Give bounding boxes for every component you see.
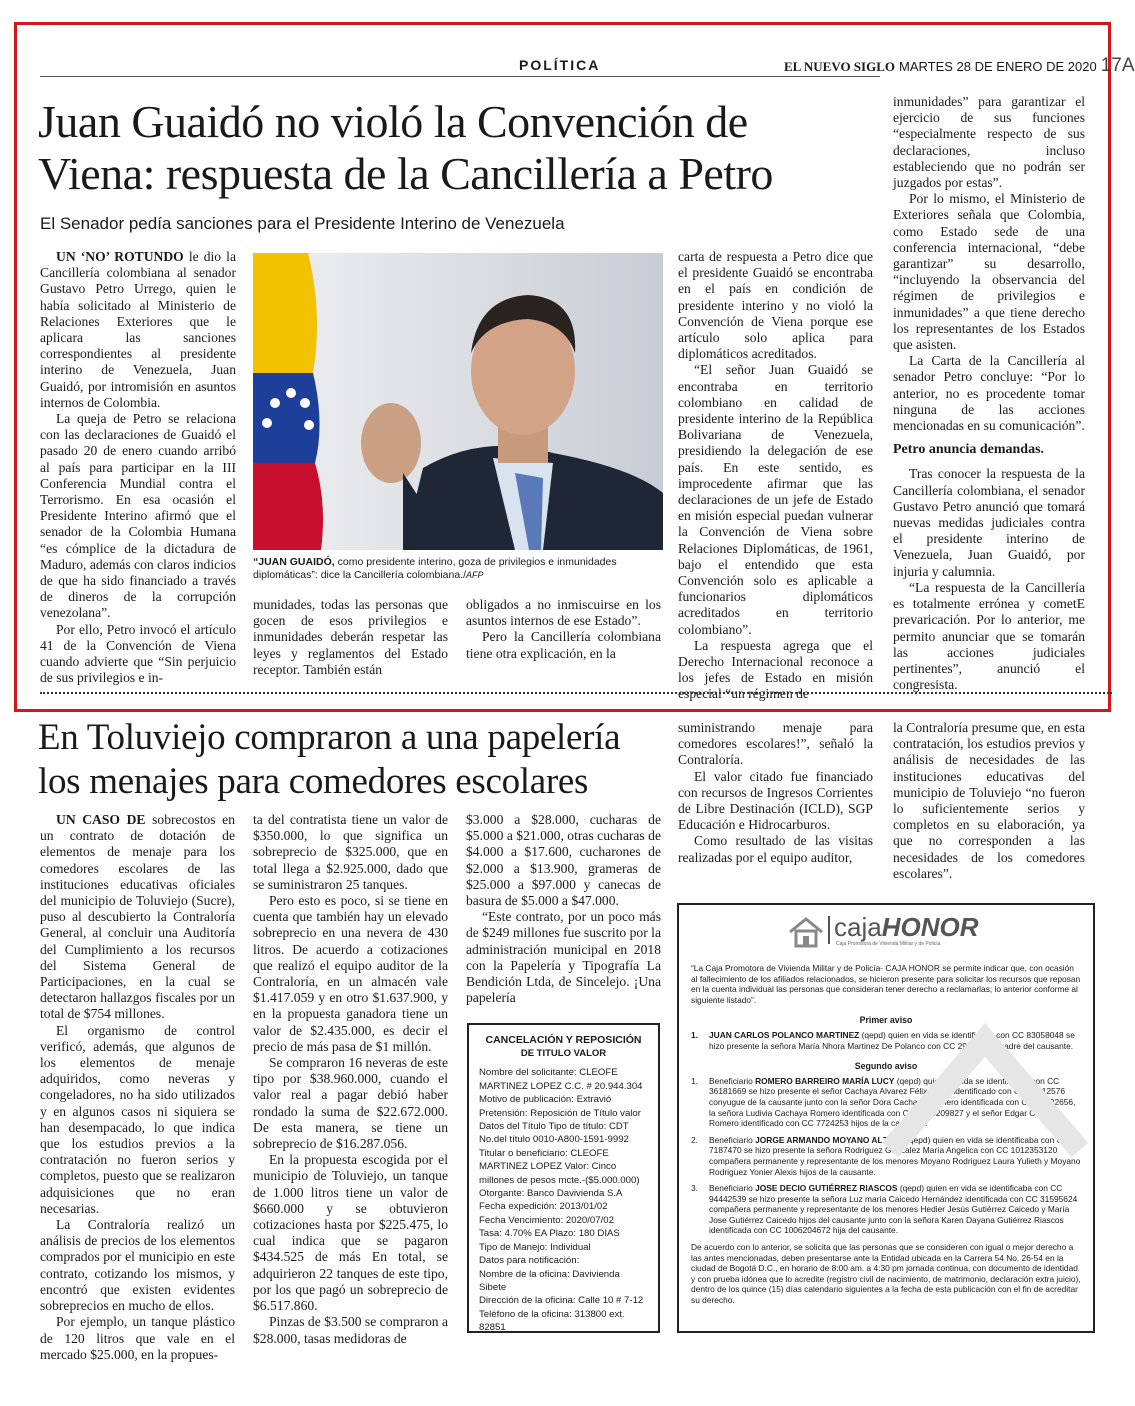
caption-text: como presidente interino, goza de privilegios e inmunidades diplomáticas”: dice la Cancillería colombiana./ — [253, 556, 617, 581]
headline-line: Viena: respuesta de la Cancillería a Petro — [38, 148, 773, 199]
item-name: JUAN CARLOS POLANCO MARTINEZ — [709, 1029, 860, 1040]
notice-line: Pretensión: Reposición de Título valor — [479, 1107, 641, 1119]
paragraph: Como resultado de las visitas realizadas por el equipo auditor, — [678, 833, 873, 865]
paragraph: inmunidades” para garantizar el ejercicio de sus funciones “especialmente respecto de sus declaraciones, incluso estableciendo que no podrán ser juzgados por estas”. — [893, 94, 1085, 191]
titulo-valor-notice — [467, 1023, 660, 1333]
article2-column-3 — [466, 812, 661, 1006]
notice-line: Fecha Vencimiento: 2020/07/02 — [479, 1214, 614, 1226]
paragraph: “Este contrato, por un poco más de $249 millones fue suscrito por la administración municipal en 2018 con la Papelería y Tipografía La Bendición Ltda, de Sincelejo. ¡Una papelería — [466, 909, 661, 1006]
item-name: ROMERO BARREIRO MARÍA LUCY — [755, 1075, 895, 1086]
notice-section-title: Segundo aviso — [854, 1061, 918, 1072]
notice-line: Nombre del solicitante: CLEOFE MARTINEZ LOPEZ C.C. # 20.944.304 — [479, 1067, 643, 1092]
item-text: (qepd) quien en vida se identificaba con CC 83058048 se hizo presente la señora María Nhora Martinez De Polanco con CC 29538476 madre del causante. — [709, 1029, 1075, 1051]
page-number: 17A — [1100, 55, 1135, 76]
paragraph: Pinzas de $3.500 se compraron a $28.000, tasas medidoras de — [253, 1314, 448, 1346]
article2-column-2 — [253, 812, 448, 1347]
article-photo — [253, 253, 663, 550]
notice-line: Otorgante: Banco Davivienda S.A — [479, 1188, 623, 1200]
headline-line: En Toluviejo compraron a una papelería — [38, 717, 621, 758]
lead-in: UN CASO DE — [56, 812, 146, 827]
item-name: JORGE ARMANDO MOYANO ALZATE — [755, 1134, 904, 1145]
section-label: POLÍTICA — [519, 57, 601, 73]
notice-line: Datos para notificación: — [479, 1255, 580, 1267]
caption-name: “JUAN GUAIDÓ, — [253, 556, 335, 568]
issue-date: MARTES 28 DE ENERO DE 2020 — [899, 59, 1097, 74]
paragraph: Por ejemplo, un tanque plástico de 120 litros que vale en el mercado $25.000, en la propues- — [40, 1314, 235, 1362]
lead-in: UN ‘NO’ ROTUNDO — [56, 249, 184, 264]
paragraph: Se compraron 16 neveras de este tipo por $38.960.000, cuando el valor real a pagar debió haber rondado la suma de $22.672.000. De esta manera, se tiene un sobreprecio de $16.287.056. — [253, 1055, 448, 1152]
paragraph: En la propuesta escogida por el municipio de Toluviejo, un tanque de 1.000 litros tiene un valor de $660.000 y se obtuvieron cotizaciones hasta por $225.475, lo cual indica que se pagaron $434.525 de más En total, se adquirieron 22 tanques de este tipo, por los que pagó un sobreprecio de $6.517.860. — [253, 1152, 448, 1314]
caja-honor-logo — [788, 914, 988, 950]
notice-line: Teléfono de la oficina: 313800 ext. 82851 — [479, 1308, 625, 1334]
section-divider — [40, 692, 1112, 694]
newspaper-name: EL NUEVO SIGLO — [784, 59, 895, 74]
paragraph: El organismo de control verificó, además, que algunos de los elementos de menaje adquiridos, como neveras y congeladores, no ha sido utilizados y en algunos casos ni siquiera se han desempacado, lo que indica que los estudios previos a la contratación no fueron serios y completos, puesto que se realizaron adquisiciones que no eran necesarias. — [40, 1022, 235, 1216]
paragraph: munidades, todas las personas que gocen de esos privilegios e inmunidades deberán respetar las leyes y reglamentos del Estado receptor. También están — [253, 597, 448, 677]
notice-intro: “La Caja Promotora de Vivienda Militar y de Policía- CAJA HONOR se permite indicar que, con ocasión al fallecimiento de los afiliados relacionados, se hicieron presente para solicitar los recursos que reposan en la cuenta individual las personas que consideran tener derecho a reclamarlas; lo anterior conforme al siguiente listado”. — [691, 963, 1081, 1005]
article2-headline — [38, 716, 678, 804]
paragraph: carta de respuesta a Petro dice que el presidente Guaidó se encontraba en el país en condición de presidente interino y no violó la Convención de Viena porque ese artículo solo aplica para diplomáticos acreditados. — [678, 249, 873, 362]
paragraph: La Carta de la Cancillería al senador Petro concluye: “Por lo anterior, no es procedente tomar ninguna de las acciones mencionadas en su comunicación”. — [893, 353, 1085, 434]
notice-line: Datos del Título Tipo de título: CDT No.del título 0010-A800-1591-9992 — [479, 1121, 629, 1146]
article1-column-2 — [253, 597, 448, 678]
notice-line: Fecha expedición: 2013/01/02 — [479, 1201, 608, 1213]
paragraph: La queja de Petro se relaciona con las declaraciones de Guaidó el pasado 20 de enero cuando arribó al país para participar en la III Conferencia Mundial contra el Terrorismo. En esa ocasión el Presidente Interino afirmó que el senador de la Colombia Humana “es cómplice de la dictadura de Maduro, además con claros indicios de que ha sido financiado a través de dineros de la corrupción venezolana”. — [40, 411, 236, 621]
article2-column-1 — [40, 812, 235, 1363]
item-name: JOSE DECIO GUTIÉRREZ RIASCOS — [755, 1183, 898, 1194]
notice-closing: De acuerdo con lo anterior, se solicita que las personas que se consideren con igual o mejor derecho a las antes mencionadas, deben presentarse ante la Entidad ubicada en la Carrera 54 No. 26-54 en la ciudad de Bogotá D.C., en horario de 8:00 am. a 4:30 pm jornada continua, con documento de identidad y con prueba idónea que lo acredite (registro civil de nacimiento, de matrimonio, declaración extra juicio), dentro de los quince (15) días calendario siguientes a la fecha de esta publicación con el fin de acreditar su derecho. — [691, 1242, 1081, 1306]
paragraph: “El señor Juan Guaidó se encontraba en territorio colombiano en calidad de presidente interino de la República Bolivariana de Venezuela, presidiendo la delegación de ese país. En este sentido, es improcedente afirmar que las declaraciones de un jefe de Estado en misión especial puedan vulnerar la Convención de Viena sobre Relaciones Diplomáticas, de 1961, bajo el entendido que esta Convención solo es aplicable a funcionarios diplomáticos acreditados en territorio colombiano”. — [678, 362, 873, 637]
article1-column-3 — [466, 597, 661, 662]
item-text: (qepd) quien en vida se identificaba con CC 94442539 se hizo presente la señora Luz maría Caicedo Hernández identificada con CC 31595624 compañera permanente y representante de los menores Hedier Jesús Gutiérrez Caicedo y María Jose Gutiérrez Caicedo hijos del causante junto con la señora Karen Dayana Gutiérrez Riascos identificada con CC 1006204672 hija del causante. — [709, 1183, 1078, 1236]
notice-line: Dirección de la oficina: Calle 10 # 7-12 — [479, 1295, 644, 1307]
logo-divider — [828, 916, 830, 944]
article1-subtitle: El Senador pedía sanciones para el Presidente Interino de Venezuela — [40, 214, 565, 233]
notice-line: Nombre de la oficina: Davivienda Sibete — [479, 1268, 620, 1293]
page-header — [784, 55, 1135, 77]
item-number: 2. — [691, 1134, 698, 1145]
paragraph: $3.000 a $28.000, cucharas de $5.000 a $21.000, otras cucharas de $4.000 a $17.600, cucharones de $2.000 a $13.900, grameras de $25.000 a $97.000 y canecas de basura de $5.000 a $47.000. — [466, 812, 661, 909]
notice-subtitle: DE TITULO VALOR — [520, 1048, 607, 1059]
article2-column-4 — [678, 720, 873, 866]
item-prefix: Beneficiario — [709, 1075, 756, 1086]
article1-column-4 — [678, 249, 873, 703]
paragraph: El valor citado fue financiado con recursos de Ingresos Corrientes de Libre Destinación (ICLD), SGP Educación e Hidrocarburos. — [678, 768, 873, 833]
subheading: Petro anuncia demandas. — [893, 442, 1045, 458]
paragraph: le dio la Cancillería colombiana al senador Gustavo Petro Urrego, quien le había solicitado al Ministerio de Relaciones Exteriores que le aplicara las sanciones correspondientes al presidente interino de Venezuela, Juan Guaidó, por intromisión en asuntos internos de Colombia. — [40, 249, 236, 410]
notice-section-title: Primer aviso — [859, 1015, 913, 1026]
paragraph: sobrecostos en un contrato de dotación de elementos de menaje para los comedores escolares de las instituciones educativas oficiales del municipio de Toluviejo (Sucre), puso al descubierto la Contraloría General, al concluir una Auditoría del Cumplimiento a los recursos del Sistema General de Participaciones, en la cual se detectaron hallazgos fiscales por un total de $754 millones. — [40, 812, 235, 1022]
photo-caption — [253, 556, 663, 582]
photo-illustration — [253, 253, 663, 550]
paragraph: Pero la Cancillería colombiana tiene otra explicación, en la — [466, 629, 661, 661]
item-prefix: Beneficiario — [709, 1134, 756, 1145]
item-number: 3. — [691, 1183, 698, 1194]
headline-line: Juan Guaidó no violó la Convención de — [38, 96, 748, 147]
notice-line: Titular o beneficiario: CLEOFE MARTINEZ LOPEZ Valor: Cinco millones de pesos mcte.-($5.000.000) — [479, 1147, 640, 1186]
logo-part: caja — [834, 912, 882, 942]
logo-tagline: Caja Promotora de Vivienda Militar y de Policía — [836, 941, 941, 947]
paragraph: Tras conocer la respuesta de la Cancillería colombiana, el senador Gustavo Petro anunció que tomará nuevas medidas judiciales contra el presidente interino de Venezuela, Juan Guaidó, por injuria y calumnia. — [893, 466, 1085, 579]
paragraph: ta del contratista tiene un valor de $350.000, lo que significa un sobreprecio de $325.000, que en total llega a $2.925.000, dado que se suministraron 25 tanques. — [253, 812, 448, 892]
logo-wordmark — [834, 912, 978, 943]
paragraph: “La respuesta de la Cancillería es totalmente errónea y cometE prevaricación. Por lo anterior, me permito anunciar que se tomarán las acciones judiciales pertinentes”, anunció el congresista. — [893, 579, 1085, 693]
paragraph: Por lo mismo, el Ministerio de Exteriores señala que Colombia, como Estado sede de una conferencia internacional, “debe garantizar” su desarrollo, “incluyendo la observancia del régimen de privilegios e inmunidades” a que tiene derecho los representantes de los Estados que asisten. — [893, 191, 1085, 353]
article1-column-1 — [40, 249, 236, 686]
item-prefix: Beneficiario — [709, 1183, 756, 1194]
item-text: (qepd) quien en vida se identificaba con CC 36181669 se hizo presente el señor Cachaya Alvarez Félix María identificado con CC 12112576 conyugue de la causante junto con la señor Dora Cachaya Romero identificada con CC 26422656, la señora Ludivia Cachaya Romero identificada con CC 1075209827 y el señor Edgar Cachaya Romero identificado con CC 7724253 hijos de la causante. — [709, 1075, 1076, 1129]
notice-item — [691, 1183, 1081, 1236]
headline-line: los menajes para comedores escolares — [38, 761, 589, 802]
photo-credit: AFP — [466, 570, 484, 580]
article1-column-5 — [893, 94, 1085, 693]
paragraph: suministrando menaje para comedores escolares!”, señaló la Contraloría. — [678, 720, 873, 768]
paragraph: la Contraloría presume que, en esta contratación, los estudios previos y análisis de necesidades de las instituciones educativas del municipio de Toluviejo “no fueron lo suficientemente serios y completos en su elaboración, ya que no corresponden a las necesidades de los comedores escolares”. — [893, 720, 1085, 881]
paragraph: Pero esto es poco, si se tiene en cuenta que también hay un elevado sobreprecio en una nevera de 430 litros. De acuerdo a cotizaciones que realizó el equipo auditor de la Contraloría, en un almacén vale $1.417.059 y en otro $1.637.900, y en la propuesta ganadora tiene un valor de $2.435.000, es decir el precio de más pasa de $1 millón. — [253, 893, 448, 1054]
watermark-icon — [880, 1000, 1090, 1170]
item-text: (qepd) quien en vida se identificaba con CC 7187470 se hizo presente la señora Rodriguez Gonzalez María Angelica con CC 1012353120 compañera permanente y representante de los menores Moyano Rodriguez Laura Yulieth y Moyano Rodriguez Yonier Alexis hijos de la causante. — [709, 1134, 1081, 1177]
notice-title: CANCELACIÓN Y REPOSICIÓN — [485, 1034, 642, 1046]
header-rule — [40, 76, 880, 77]
notice-line: Motivo de publicación: Extravió — [479, 1094, 612, 1106]
house-icon — [788, 916, 824, 948]
paragraph: La Contraloría realizó un análisis de precios de los elementos comprados por el municipio en este contrato, cotizando los mismos, y encontró que existen evidentes sobreprecios en mucho de ellos. — [40, 1217, 235, 1314]
notice-line: Tasa: 4.70% EA Plazo: 180 DIAS — [479, 1228, 620, 1240]
paragraph: obligados a no inmiscuirse en los asuntos internos de ese Estado”. — [466, 597, 661, 629]
article1-headline — [38, 96, 888, 200]
article2-column-5 — [893, 720, 1085, 882]
paragraph: Por ello, Petro invocó el artículo 41 de la Convención de Viena cuando advierte que “Sin perjuicio de sus privilegios e in- — [40, 621, 236, 686]
item-number: 1. — [691, 1029, 698, 1040]
paragraph: La respuesta agrega que el Derecho Internacional reconoce a los jefes de Estado en misión especial “un régimen de — [678, 637, 873, 702]
notice-line: Tipo de Manejo: Individual — [479, 1241, 591, 1253]
item-number: 1. — [691, 1075, 698, 1086]
logo-part: HONOR — [881, 912, 979, 942]
